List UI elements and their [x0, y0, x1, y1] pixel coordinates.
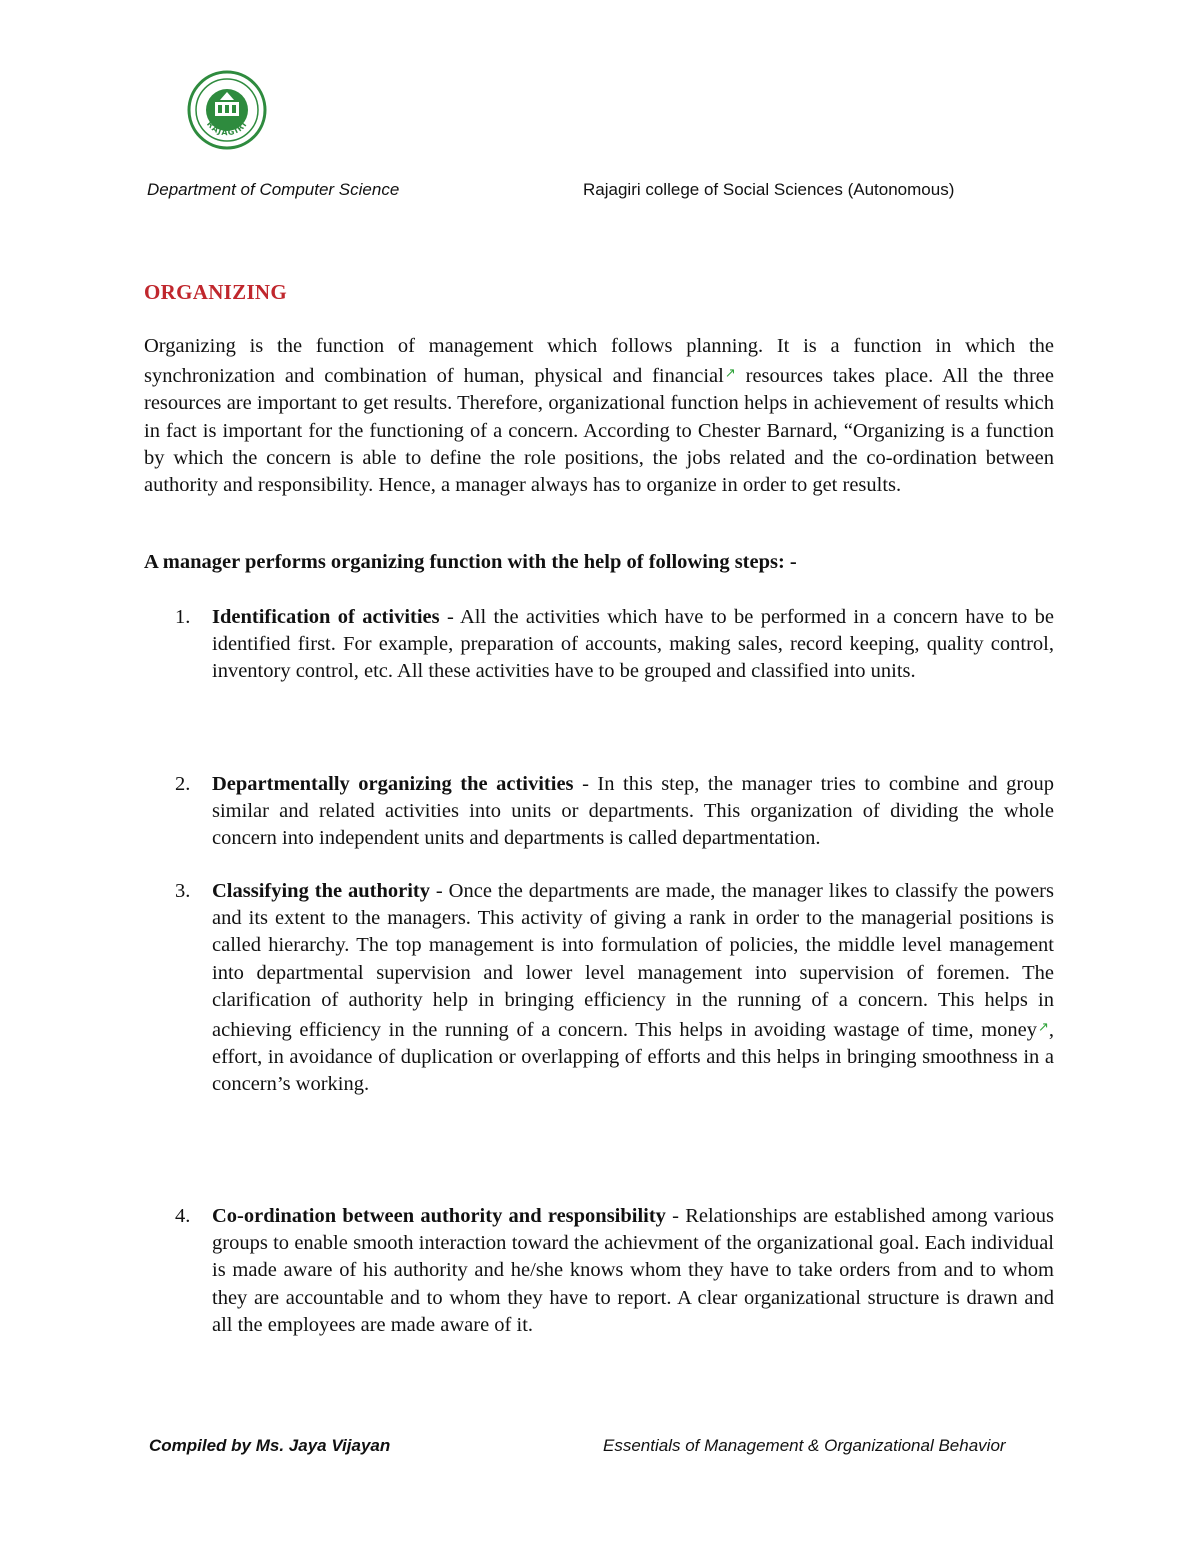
department-label: Department of Computer Science — [147, 180, 400, 199]
list-number: 3. — [175, 880, 191, 902]
list-number: 2. — [175, 773, 191, 795]
list-item-3 — [175, 878, 1054, 1099]
list-item-text: - Relationships are established among various groups to enable smooth interaction toward the achievment of the organizational goal. Each individual is made aware of his authority and he/she knows whom they have to take orders from and to whom they are accountable and to whom they have to report. A clear organizational structure is drawn and all the employees are made aware of it. — [212, 1205, 1054, 1336]
page-title: ORGANIZING — [144, 280, 288, 304]
logo-text: RAJAGIRI — [204, 119, 249, 138]
college-logo — [187, 70, 267, 150]
list-number: 4. — [175, 1205, 191, 1227]
list-item-text: - All the activities which have to be performed in a concern have to be identified first. For example, preparation of accounts, making sales, record keeping, quality control, inventory control, etc. All these activities have to be grouped and classified into units. — [212, 606, 1054, 683]
list-item-text: - In this step, the manager tries to combine and group similar and related activities into units or departments. This organization of dividing the whole concern into independent units and departments is called departmentation. — [212, 773, 1054, 850]
list-item-term: Classifying the authority — [212, 880, 430, 902]
list-item-term: Departmentally organizing the activities — [212, 773, 574, 795]
list-item-2 — [175, 771, 1054, 853]
list-item-4 — [175, 1203, 1054, 1339]
steps-heading: A manager performs organizing function with the help of following steps: - — [144, 551, 797, 573]
list-item-text-part2: , effort, in avoidance of duplication or overlapping of efforts and this helps in bringing smoothness in a concern’s working. — [212, 1019, 1054, 1096]
list-number: 1. — [175, 606, 191, 628]
intro-text-part2: resources takes place. All the three resources are important to get results. Therefore, organizational function helps in achievement of results which in fact is important for the functioning of a concern. According to Chester Barnard, “Organizing is a function by which the concern is able to define the role positions, the jobs related and the co-ordination between authority and responsibility. Hence, a manager always has to organize in order to get results. — [144, 365, 1055, 497]
list-item-term: Co-ordination between authority and responsibility — [212, 1205, 666, 1227]
intro-paragraph — [144, 333, 1054, 499]
external-link-icon[interactable]: ↗ — [724, 366, 736, 382]
intro-text-part1: Organizing is the function of management which follows planning. It is a function in which the synchronization and combination of human, physical and financial — [144, 335, 1054, 388]
college-label: Rajagiri college of Social Sciences (Autonomous) — [583, 180, 955, 199]
college-emblem-icon — [187, 70, 267, 150]
external-link-icon[interactable]: ↗ — [1037, 1020, 1049, 1036]
list-item-term: Identification of activities — [212, 606, 440, 628]
list-item-text-part1: - Once the departments are made, the manager likes to classify the powers and its extent to the managers. This activity of giving a rank in order to the managerial positions is called hierarchy. The top management is into formulation of policies, the middle level management into departmental supervision and lower level management into supervision of foremen. The clarification of authority help in bringing efficiency in the running of a concern. This helps in achieving efficiency in the running of a concern. This helps in avoiding wastage of time, money — [212, 880, 1054, 1042]
footer-course: Essentials of Management & Organizational Behavior — [603, 1436, 1006, 1455]
list-item-1 — [175, 604, 1054, 686]
footer-compiled-by: Compiled by Ms. Jaya Vijayan — [149, 1436, 391, 1455]
